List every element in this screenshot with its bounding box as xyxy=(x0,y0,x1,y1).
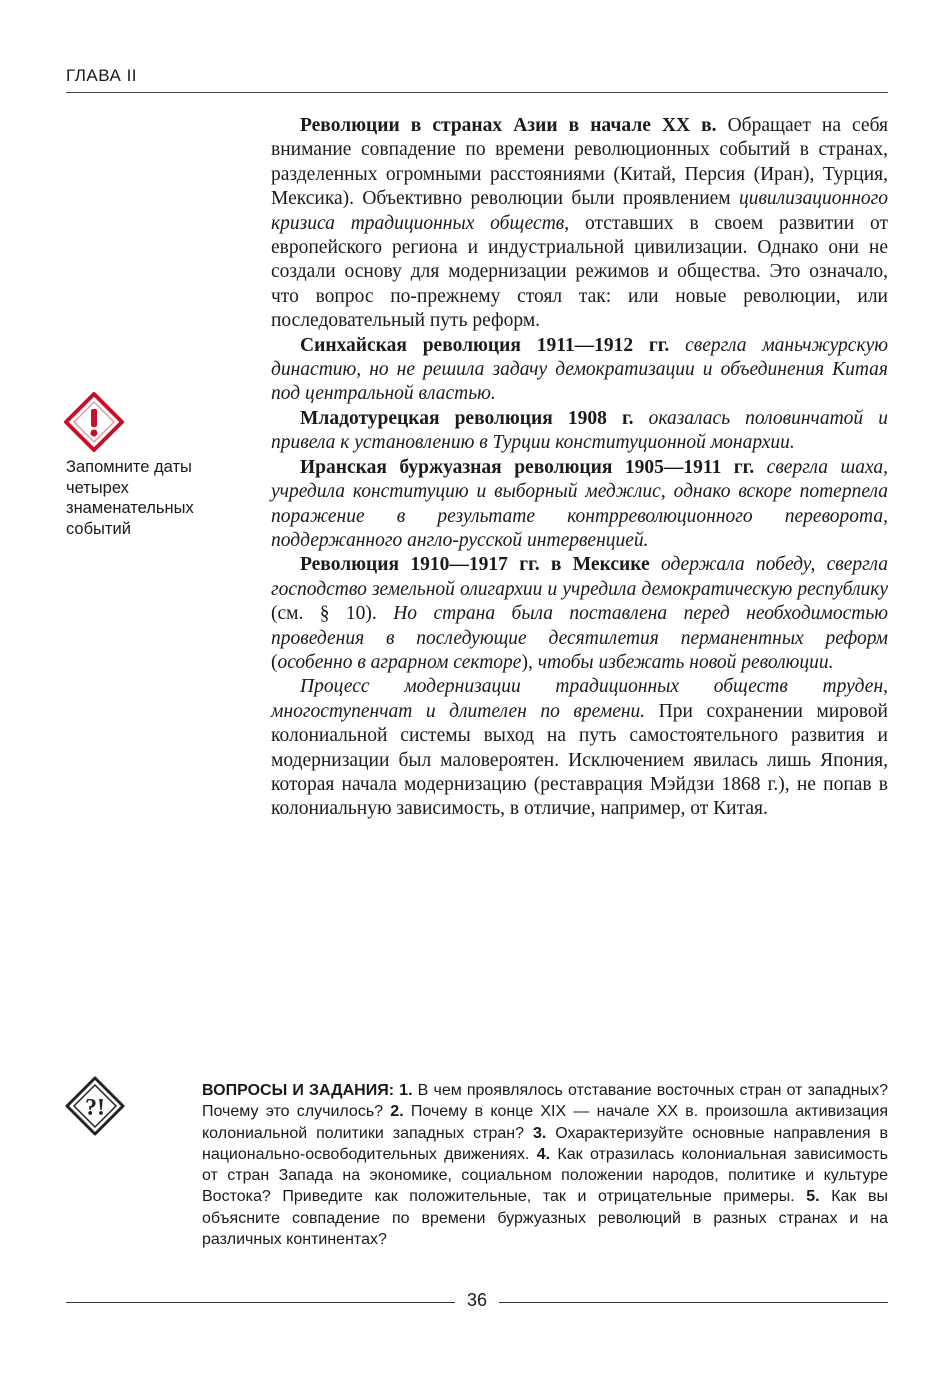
chapter-header xyxy=(66,66,888,93)
question-text: Охарактеризуйте основные направления в национально-освободительных движениях. xyxy=(202,1124,888,1163)
paragraph-title: Синхайская революция 1911—1912 гг. xyxy=(300,334,670,356)
paragraph-title: Революция 1910—1917 гг. в Мексике xyxy=(300,554,650,576)
question-number: 2. xyxy=(383,1103,404,1121)
svg-text:?!: ?! xyxy=(85,1095,105,1121)
paragraph-emphasis: свергла шаха, учредила конституцию и выборный меджлис, однако вскоре потерпела поражение в результате контрреволюционного переворота, поддержанного англо-русской интервенцией. xyxy=(271,456,889,551)
paragraph-emphasis: цивилизационного кризиса традиционных обществ xyxy=(271,188,888,234)
paragraph-young-turk xyxy=(271,407,888,456)
paragraph-emphasis: свергла маньчжурскую династию, но не решила задачу демократизации и объединения Китая под центральной властью. xyxy=(271,334,888,405)
chapter-title: ГЛАВА II xyxy=(66,66,138,85)
question-number: 5. xyxy=(794,1188,820,1206)
paragraph-emphasis: Но страна была поставлена перед необходимостью проведения в последующие десятилетия перманентных реформ xyxy=(271,603,888,649)
paragraph-emphasis: особенно в аграрном секторе xyxy=(277,651,522,673)
question-text: Почему в конце XIX — начале XX в. произошла активизация колониальной политики западных стран? xyxy=(202,1103,889,1142)
paragraph-text: ), xyxy=(521,651,538,673)
question-number: 4. xyxy=(529,1145,551,1163)
paragraph-text: ( xyxy=(271,651,278,673)
paragraph-text: (см. § 10). xyxy=(271,603,394,625)
paragraph-emphasis: одержала победу, свергла господство земельной олигархии и учредила демократическую республику xyxy=(271,554,889,600)
margin-note xyxy=(66,457,236,539)
question-text: В чем проявлялось отставание восточных стран от западных? Почему это случилось? xyxy=(202,1082,889,1121)
paragraph-text: Обращает на себя внимание совпадение по времени революционных событий в странах, разделенных огромными расстояниями (Китай, Персия (Иран), Турция, Мексика). Объективно революции были проявлением xyxy=(271,115,888,210)
questions-label: ВОПРОСЫ И ЗАДАНИЯ: xyxy=(202,1082,395,1099)
paragraph-xinhai xyxy=(271,334,888,407)
paragraph-emphasis: оказалась половинчатой и привела к установлению в Турции конституционной монархии. xyxy=(271,407,888,454)
exclamation-diamond-icon xyxy=(62,390,126,454)
question-exclamation-diamond-icon xyxy=(64,1075,126,1137)
questions-block xyxy=(202,1080,888,1250)
paragraph-title: Младотурецкая революция 1908 г. xyxy=(300,407,634,429)
question-number: 3. xyxy=(524,1124,547,1142)
margin-note-text: Запомните даты четырех знаменательных событий xyxy=(66,458,194,538)
paragraph-emphasis: Процесс модернизации традиционных обществ труден, многоступенчат и длителен по времени. xyxy=(271,676,888,722)
paragraph-title: Революции в странах Азии в начале XX в. xyxy=(300,115,717,136)
question-number: 1. xyxy=(394,1082,413,1099)
paragraph-title: Иранская буржуазная революция 1905—1911 гг. xyxy=(300,456,755,478)
question-text: Как отразилась колониальная зависимость от стран Запада на экономике, социальном положении народов, политике и культуре Востока? Приведите как положительные, так и отрицательные примеры. xyxy=(202,1145,889,1206)
paragraph-asia-revolutions xyxy=(271,114,888,334)
paragraph-iran xyxy=(271,456,888,554)
paragraph-text: , отставших в своем развитии от европейского региона и индустриальной цивилизации. Однако они не создали основу для модернизации режимов и общества. Это означало, что вопрос по-прежнему стоял так: или новые революции, или последовательный путь реформ. xyxy=(271,212,888,332)
paragraph-text: При сохранении мировой колониальной системы выход на путь самостоятельного развития и модернизации был маловероятен. Исключением явилась лишь Япония, которая начала модернизацию (реставрация Мэйдзи 1868 г.), не попав в колониальную зависимость, в отличие, например, от Китая. xyxy=(271,700,888,820)
question-text: Как вы объясните совпадение по времени буржуазных революций в разных странах и на различных континентах? xyxy=(202,1188,888,1249)
paragraph-modernization xyxy=(271,675,888,821)
paragraph-mexico xyxy=(271,553,888,675)
footer-rule-right xyxy=(499,1302,888,1303)
main-text xyxy=(271,114,888,822)
paragraph-emphasis: чтобы избежать новой революции. xyxy=(537,651,834,673)
page-number: 36 xyxy=(466,1290,488,1310)
footer-rule-left xyxy=(66,1302,455,1303)
